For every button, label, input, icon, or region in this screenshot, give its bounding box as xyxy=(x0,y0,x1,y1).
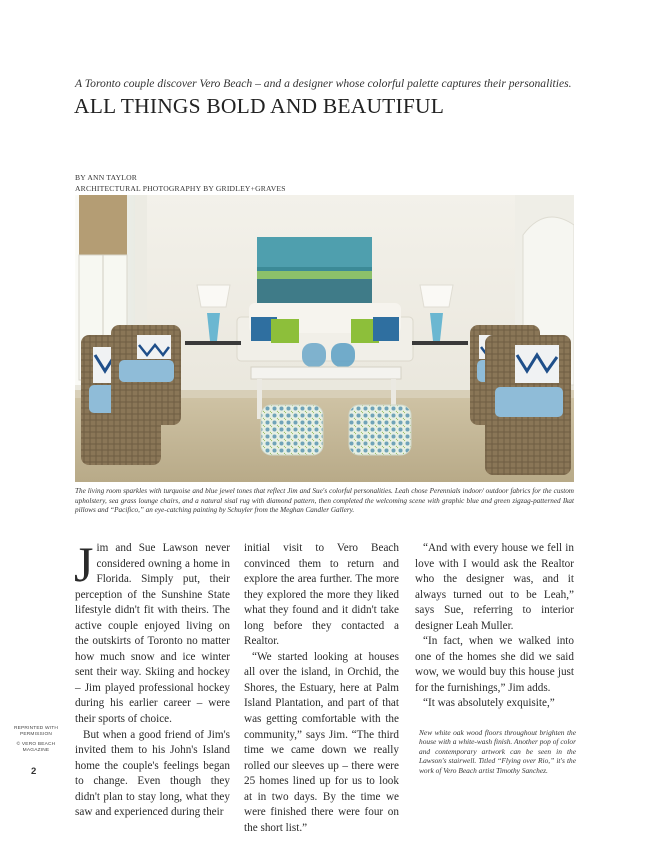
copyright-notice: © VERO BEACH MAGAZINE xyxy=(16,742,56,753)
article-subtitle: A Toronto couple discover Vero Beach – and a designer whose colorful palette captures their personalities. xyxy=(75,77,572,90)
paragraph: “We started looking at houses all over the island, in Orchid, the Shores, the Estuary, here at Palm Island Plantation, and part of that was getting comfortable with the community,” says Jim. “The third time we came down we really rolled our sleeves up – there were 25 homes lined up for us to look at in two days. By the time we were finished there were four on the short list.” xyxy=(244,650,399,834)
paragraph: initial visit to Vero Beach convinced them to return and explore the area further. The more they explored the more they liked what they found and it didn't take long before they contacted a Realtor. xyxy=(244,542,399,648)
paragraph: “In fact, when we walked into one of the homes she did we said wow, we would buy this house just for the furnishings,” Jim adds. xyxy=(415,635,574,694)
article-column-1 xyxy=(74,536,230,821)
reprint-notice xyxy=(8,726,64,758)
photo-caption: The living room sparkles with turquoise and blue jewel tones that reflect Jim and Sue's colorful personalities. Leah chose Perennials indoor/ outdoor fabrics for the custom upholstery, sea grass lounge chairs, and a natural sisal rug with diamond pattern, then completed the welcoming scene with graphic blue and green zigzag-patterned Ikat pillows and “Pacifico,” an eye-catching painting by Schuyler from the Meghan Candler Gallery. xyxy=(75,487,574,515)
byline-photography: ARCHITECTURAL PHOTOGRAPHY BY GRIDLEY+GRAVES xyxy=(75,184,286,193)
article-title: ALL THINGS BOLD AND BEAUTIFUL xyxy=(74,94,445,118)
byline xyxy=(75,172,286,194)
paragraph-text: im and Sue Lawson never considered owning a home in Florida. Simply put, their perception of the Sunshine State lifestyle didn't fit with theirs. The active couple enjoyed living on the outskirts of Toronto no matter how much snow and ice winter sent their way. Skiing and hockey – Jim played professional hockey during his earlier career – were their sports of choice. xyxy=(75,542,230,726)
paragraph: “And with every house we fell in love with I would ask the Realtor who the designer was, and it always turned out to be Leah,” says Sue, referring to interior designer Leah Muller. xyxy=(415,542,574,632)
page-number: 2 xyxy=(31,766,37,777)
photo-sidenote: New white oak wood floors throughout brighten the house with a white-wash finish. Another pop of color and contemporary artwork can be seen in the Lawson's stairwell. Titled “Flying over Rio,” it's the work of Vero Beach artist Timothy Sanchez. xyxy=(419,728,576,775)
article-column-2 xyxy=(244,541,399,836)
byline-author: BY ANN TAYLOR xyxy=(75,173,138,182)
reprinted-with-permission: REPRINTED WITH PERMISSION xyxy=(13,726,59,737)
drop-cap: J xyxy=(74,536,94,592)
paragraph: “It was absolutely exquisite,” xyxy=(423,697,555,710)
paragraph xyxy=(74,536,230,728)
paragraph: But when a good friend of Jim's invited them to his John's Island home the couple's feelings began to change. Even though they didn't plan to stay long, what they saw and experienced during their xyxy=(75,728,230,819)
article-column-3 xyxy=(415,541,574,712)
living-room-photo xyxy=(75,195,574,482)
